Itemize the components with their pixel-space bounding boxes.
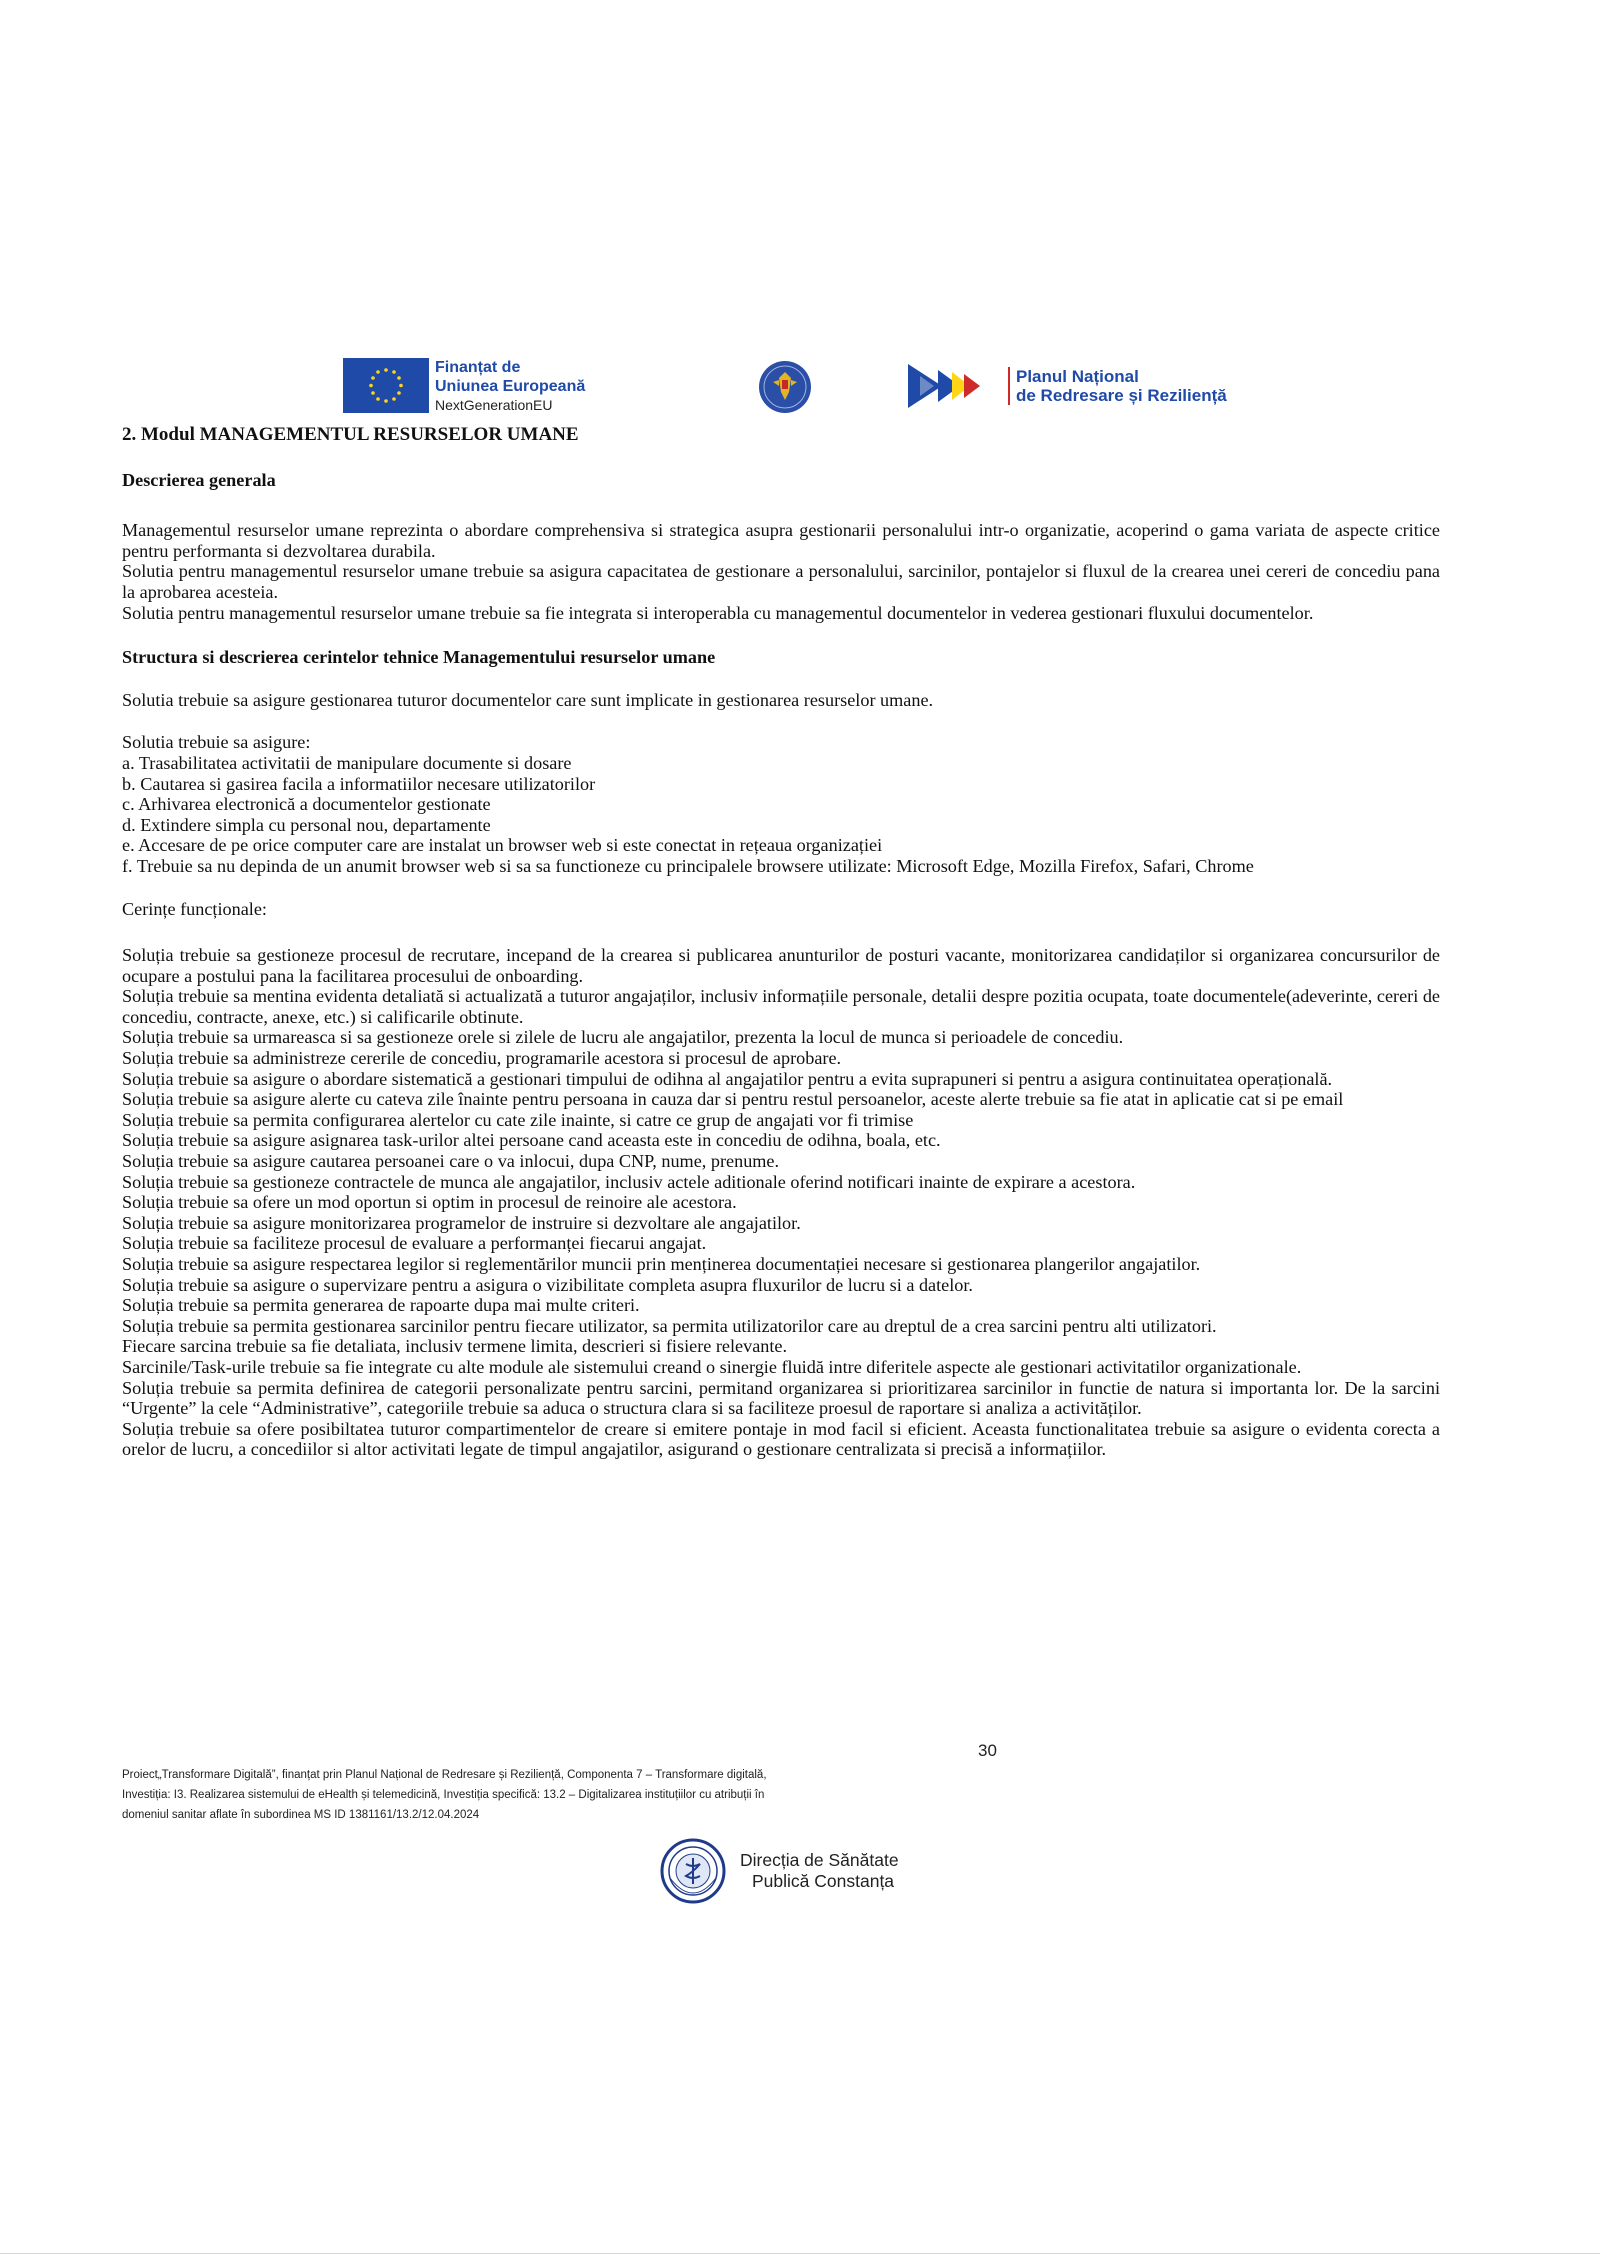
dsp-line1: Direcția de Sănătate xyxy=(740,1850,899,1870)
dsp-logo-text xyxy=(740,1850,899,1892)
functional-paragraph: Soluția trebuie sa administreze cererile de concediu, programarile acestora si procesul de aprobare. xyxy=(122,1048,842,1069)
functional-paragraph: Soluția trebuie sa permita gestionarea sarcinilor pentru fiecare utilizator, sa permita utilizatorilor care au dreptul de a crea sarcini pentru alti utilizatori. xyxy=(122,1315,1217,1336)
eu-logo-text xyxy=(435,358,585,415)
general-heading: Descrierea generala xyxy=(122,469,276,490)
eu-line2: Uniunea Europeană xyxy=(435,378,586,395)
dsp-constanta-logo xyxy=(652,1838,899,1904)
eu-line3: NextGenerationEU xyxy=(435,397,553,413)
footer-note xyxy=(122,1765,982,1825)
list-item: b. Cautarea si gasirea facila a informatiilor necesare utilizatorilor xyxy=(122,773,596,794)
functional-paragraph: Soluția trebuie sa permita configurarea alertelor cu cate zile inainte, si catre ce grup de angajati vor fi trimise xyxy=(122,1109,914,1130)
general-paragraph: Solutia pentru managementul resurselor umane trebuie sa fie integrata si interoperabla cu managementul documentelor in vederea gestionari fluxului documentelor. xyxy=(122,602,1314,623)
functional-paragraph: Soluția trebuie sa ofere un mod oportun si optim in procesul de reinoire ale acestora. xyxy=(122,1192,737,1213)
section-title: 2. Modul MANAGEMENTUL RESURSELOR UMANE xyxy=(122,424,579,445)
general-paragraph: Managementul resurselor umane reprezinta o abordare comprehensiva si strategica asupra gestionarii personalului intr-o organizatie, acoperind o gama variata de aspecte critice pentru performanta si dezvoltarea durabila. xyxy=(122,520,1440,561)
functional-paragraph: Soluția trebuie sa faciliteze procesul de evaluare a performanței fiecarui angajat. xyxy=(122,1233,707,1254)
pnrr-line1: Planul Național xyxy=(1016,367,1139,386)
scan-bottom-edge xyxy=(0,2253,1600,2254)
functional-paragraph: Soluția trebuie sa urmareasca si sa gestioneze orele si zilele de lucru ale angajatilor, prezenta la locul de munca si perioadele de concediu. xyxy=(122,1027,1124,1048)
eu-flag-icon xyxy=(343,358,429,413)
general-paragraph: Solutia pentru managementul resurselor umane trebuie sa asigura capacitatea de gestionare a personalului, sarcinilor, pontajelor si fluxul de la crearea unei cereri de concediu pana la aprobarea acesteia. xyxy=(122,561,1440,602)
eu-funding-logo xyxy=(343,358,585,415)
eu-line1: Finanțat de xyxy=(435,359,521,376)
requirements-list xyxy=(122,753,1440,877)
pnrr-arrows-icon xyxy=(908,362,1002,410)
functional-paragraph: Soluția trebuie sa permita definirea de categorii personalizate pentru sarcini, permitand organizarea si prioritizarea sarcinilor in functie de natura si importanta lor. De la sarcini “Urgente” la cele “Administrative”, categoriile trebuie sa aduca o structura clara si sa faciliteze proesul de raportare si analiza a activităților. xyxy=(122,1377,1440,1419)
structure-heading: Structura si descrierea cerintelor tehnice Managementului resurselor umane xyxy=(122,647,716,668)
list-item: c. Arhivarea electronică a documentelor gestionate xyxy=(122,794,491,815)
romanian-government-emblem-icon xyxy=(758,360,812,414)
functional-paragraph: Soluția trebuie sa permita generarea de rapoarte dupa mai multe criteri. xyxy=(122,1295,640,1316)
functional-paragraph: Soluția trebuie sa asigure cautarea persoanei care o va inlocui, dupa CNP, nume, prenume. xyxy=(122,1151,780,1172)
functional-paragraph: Soluția trebuie sa asigure alerte cu cateva zile înainte pentru persoana in cauza dar si pentru restul persoanelor, aceste alerte trebuie sa fie atat in aplicatie cat si pe email xyxy=(122,1089,1344,1110)
functional-paragraph: Soluția trebuie sa asigure respectarea legilor si reglementărilor muncii prin menținerea documentației necesare si gestionarea plangerilor angajatilor. xyxy=(122,1254,1201,1274)
functional-paragraph: Soluția trebuie sa mentina evidenta detaliată si actualizată a tuturor angajaților, inclusiv informațiile personale, detalii despre pozitia ocupata, toate documentele(adeverinte, cereri de concediu, contracte, anexe, etc.) si calificarile obtinute. xyxy=(122,986,1440,1027)
functional-paragraph: Soluția trebuie sa ofere posibiltatea tuturor compartimentelor de creare si emitere pontaje in mod facil si eficient. Aceasta functionalitatea trebuie sa asigure o evidenta corecta a orelor de lucru, a concediilor si altor activitati legate de timpul angajatilor, asigurand o gestionare centralizata si precisă a informațiilor. xyxy=(122,1418,1440,1460)
list-item: f. Trebuie sa nu depinda de un anumit browser web si sa sa functioneze cu principalele browsere utilizate: Microsoft Edge, Mozilla Firefox, Safari, Chrome xyxy=(122,855,1254,876)
functional-paragraph: Soluția trebuie sa gestioneze contractele de munca ale angajatilor, inclusiv actele aditionale oferind notificari inainte de expirare a acestora. xyxy=(122,1171,1136,1192)
dsp-line2: Publică Constanța xyxy=(752,1871,895,1891)
footer-note-line: Investiția: I3. Realizarea sistemului de eHealth și telemedicină, Investiția specifică: 13.2 – Digitalizarea instituțiilor cu atribuții în xyxy=(122,1789,765,1801)
functional-paragraphs xyxy=(122,945,1440,1460)
functional-paragraph: Soluția trebuie sa asigure asignarea task-urilor altei persoane cand aceasta este in concediu de odihna, boala, etc. xyxy=(122,1130,941,1151)
footer-note-line: Proiect„Transformare Digitală”, finanțat prin Planul Național de Redresare și Reziliență, Componenta 7 – Transformare digitală, xyxy=(122,1769,767,1781)
page-number: 30 xyxy=(978,1741,997,1760)
functional-paragraph: Soluția trebuie sa asigure o abordare sistematică a gestionari timpului de odihna al angajatilor pentru a evita suprapuneri si pentru a asigura continuitatea operațională. xyxy=(122,1068,1333,1089)
structure-intro: Solutia trebuie sa asigure gestionarea tuturor documentelor care sunt implicate in gestionarea resurselor umane. xyxy=(122,689,934,710)
functional-paragraph: Soluția trebuie sa gestioneze procesul de recrutare, incepand de la crearea si publicarea anunturilor de posturi vacante, monitorizarea candidaților si organizarea concursurilor de ocupare a postului pana la facilitarea procesului de onboarding. xyxy=(122,945,1440,986)
pnrr-logo-text xyxy=(1008,367,1227,405)
general-paragraphs xyxy=(122,520,1440,623)
list-item: d. Extindere simpla cu personal nou, departamente xyxy=(122,814,491,835)
footer-note-line: domeniul sanitar aflate în subordinea MS ID 1381161/13.2/12.04.2024 xyxy=(122,1809,480,1821)
dsp-seal-icon xyxy=(652,1838,734,1904)
pnrr-logo xyxy=(908,362,1227,410)
functional-paragraph: Soluția trebuie sa asigure o supervizare pentru a asigura o vizibilitate completa asupra fluxurilor de lucru si a datelor. xyxy=(122,1274,973,1295)
pnrr-line2: de Redresare și Reziliență xyxy=(1016,386,1227,405)
functional-paragraph: Sarcinile/Task-urile trebuie sa fie integrate cu alte module ale sistemului creand o sinergie fluidă intre diferitele aspecte ale gestionari activitatilor organizationale. xyxy=(122,1356,1302,1377)
list-intro: Solutia trebuie sa asigure: xyxy=(122,732,311,753)
functional-heading: Cerințe funcționale: xyxy=(122,898,267,919)
functional-paragraph: Fiecare sarcina trebuie sa fie detaliata, inclusiv termene limita, descrieri si fisiere relevante. xyxy=(122,1336,788,1357)
functional-paragraph: Soluția trebuie sa asigure monitorizarea programelor de instruire si dezvoltare ale angajatilor. xyxy=(122,1212,801,1233)
list-item: a. Trasabilitatea activitatii de manipulare documente si dosare xyxy=(122,752,572,773)
document-body xyxy=(122,425,1440,1460)
list-item: e. Accesare de pe orice computer care are instalat un browser web si este conectat in rețeaua organizației xyxy=(122,835,883,856)
